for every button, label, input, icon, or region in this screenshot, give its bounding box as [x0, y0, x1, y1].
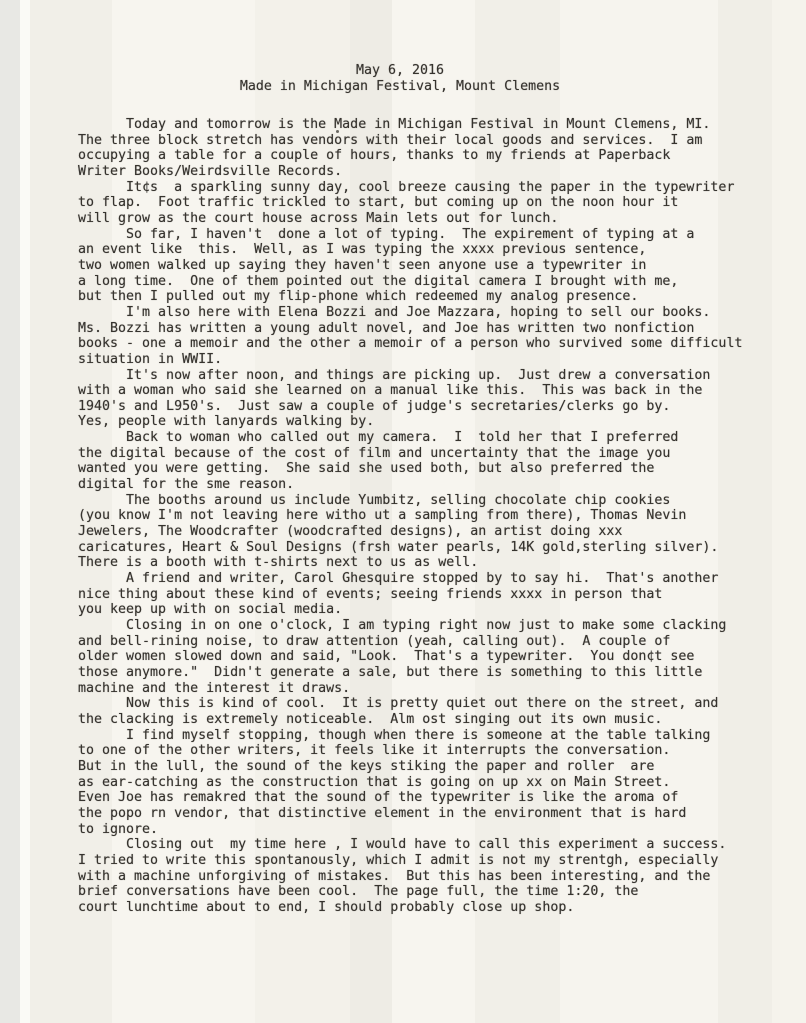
- text-line: I tried to write this spontanously, which I admit is not my strentgh, especially: [78, 852, 719, 868]
- text-line: Closing in on one o'clock, I am typing right now just to make some clacking: [78, 618, 727, 633]
- title-line: Made in Michigan Festival, Mount Clemens: [239, 78, 561, 94]
- text-line: Closing out my time here , I would have to call this experiment a success.: [78, 837, 727, 853]
- text-line: Yes, people with lanyards walking by.: [78, 414, 375, 430]
- document-heading: [50, 63, 750, 94]
- text-line: books - one a memoir and the other a memoir of a person who survived some difficult: [78, 336, 743, 352]
- text-line: Even Joe has remakred that the sound of the typewriter is like the aroma of: [78, 790, 679, 806]
- text-line: Today and tomorrow is the Made in Michigan Festival in Mount Clemens, MI.: [78, 117, 711, 132]
- text-line: and bell-rining noise, to draw attention (yeah, calling out). A couple of: [78, 633, 671, 649]
- text-line: a long time. One of them pointed out the digital camera I brought with me,: [78, 273, 679, 289]
- text-line: older women slowed down and said, "Look. That's a typewriter. You don¢t see: [78, 649, 695, 665]
- text-line: to one of the other writers, it feels like it interrupts the conversation.: [78, 743, 671, 759]
- text-line: with a woman who said she learned on a manual like this. This was back in the: [78, 383, 703, 399]
- text-line: machine and the interest it draws.: [78, 680, 351, 696]
- text-line: Writer Books/Weirdsville Records.: [78, 163, 343, 179]
- text-line: Ms. Bozzi has written a young adult novel, and Joe has written two nonfiction: [78, 320, 695, 336]
- text-line: will grow as the court house across Main lets out for lunch.: [78, 210, 559, 226]
- document-body: [78, 117, 790, 915]
- text-line: Jewelers, The Woodcrafter (woodcrafted designs), an artist doing xxx: [78, 524, 623, 540]
- text-line: (you know I'm not leaving here witho ut a sampling from there), Thomas Nevin: [78, 508, 687, 524]
- text-line: brief conversations have been cool. The page full, the time 1:20, the: [78, 884, 639, 900]
- text-line: So far, I haven't done a lot of typing. The expirement of typing at a: [78, 226, 695, 242]
- text-line: nice thing about these kind of events; seeing friends xxxx in person that: [78, 586, 663, 602]
- text-line: wanted you were getting. She said she used both, but also preferred the: [78, 461, 655, 477]
- text-line: The booths around us include Yumbitz, selling chocolate chip cookies: [78, 492, 671, 508]
- text-line: caricatures, Heart & Soul Designs (frsh water pearls, 14K gold,sterling silver).: [78, 539, 719, 555]
- text-line: those anymore." Didn't generate a sale, but there is something to this little: [78, 664, 703, 680]
- text-line: to ignore.: [78, 821, 159, 837]
- text-line: I find myself stopping, though when there is someone at the table talking: [78, 727, 711, 743]
- text-line: A friend and writer, Carol Ghesquire stopped by to say hi. That's another: [78, 571, 719, 587]
- text-line: But in the lull, the sound of the keys stiking the paper and roller are: [78, 758, 655, 774]
- text-line: the clacking is extremely noticeable. Alm ost singing out its own music.: [78, 711, 663, 727]
- text-line: There is a booth with t-shirts next to us as well.: [78, 555, 479, 571]
- text-line: The three block stretch has vendors with their local goods and services. I am: [78, 132, 703, 148]
- date-line: May 6, 2016: [355, 63, 445, 78]
- text-line: I'm also here with Elena Bozzi and Joe Mazzara, hoping to sell our books.: [78, 304, 711, 320]
- text-line: Now this is kind of cool. It is pretty quiet out there on the street, and: [78, 696, 719, 712]
- text-line: situation in WWII.: [78, 351, 223, 367]
- text-line: Back to woman who called out my camera. I told her that I preferred: [78, 430, 679, 446]
- text-line: you keep up with on social media.: [78, 602, 343, 618]
- text-line: It's now after noon, and things are picking up. Just drew a conversation: [78, 367, 711, 383]
- text-line: with a machine unforgiving of mistakes. But this has been interesting, and the: [78, 868, 711, 884]
- text-line: court lunchtime about to end, I should probably close up shop.: [78, 899, 575, 915]
- text-line: to flap. Foot traffic trickled to start, but coming up on the noon hour it: [78, 195, 679, 211]
- text-line: the digital because of the cost of film and uncertainty that the image you: [78, 445, 671, 461]
- text-line: an event like this. Well, as I was typing the xxxx previous sentence,: [78, 242, 647, 258]
- text-line: two women walked up saying they haven't seen anyone use a typewriter in: [78, 257, 647, 273]
- text-line: as ear-catching as the construction that is going on up xx on Main Street.: [78, 774, 671, 790]
- text-line: occupying a table for a couple of hours, thanks to my friends at Paperback: [78, 148, 671, 164]
- text-line: but then I pulled out my flip-phone which redeemed my analog presence.: [78, 289, 639, 305]
- text-line: digital for the sme reason.: [78, 477, 295, 493]
- text-line: It¢s a sparkling sunny day, cool breeze causing the paper in the typewriter: [78, 179, 735, 195]
- text-line: 1940's and L950's. Just saw a couple of judge's secretaries/clerks go by.: [78, 398, 671, 414]
- text-line: the popo rn vendor, that distinctive element in the environment that is hard: [78, 805, 687, 821]
- scan-edge-bottom: [0, 1008, 806, 1023]
